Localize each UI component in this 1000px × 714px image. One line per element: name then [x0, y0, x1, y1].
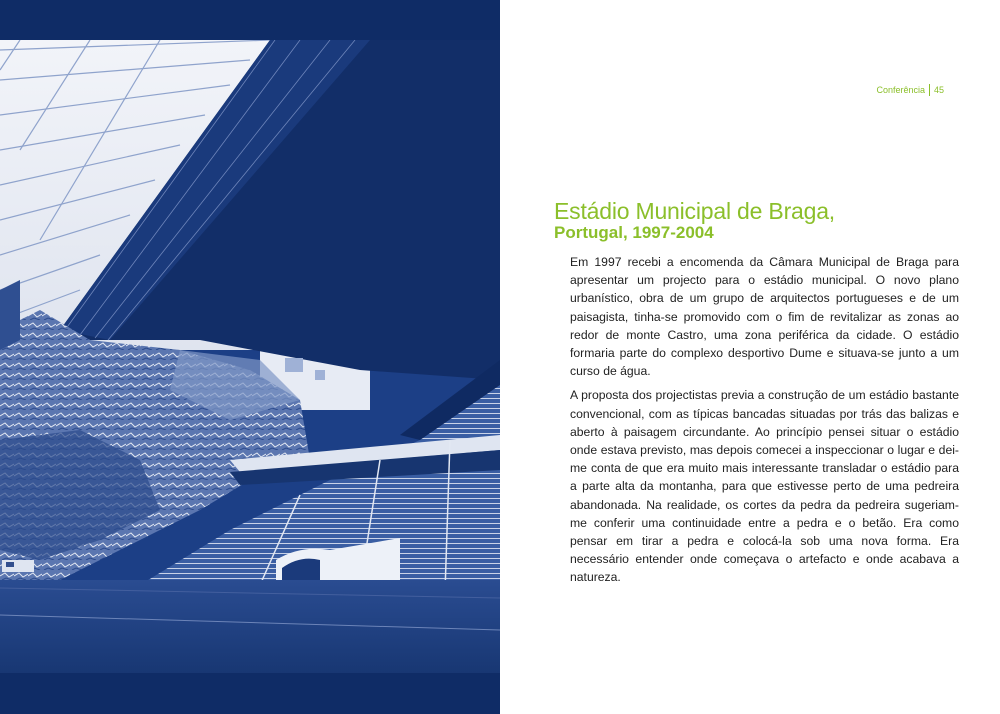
article-title: Estádio Municipal de Braga,	[554, 198, 835, 224]
right-page	[500, 0, 1000, 714]
stadium-photo-illustration	[0, 40, 500, 673]
paragraph-2: A proposta dos projectistas previa a construção de um estádio bastante convencional, com as típicas bancadas situadas por trás das balizas e aberto à paisagem circundante. Ao princípio pensei situar o estádio onde estava previsto, mas depois comecei a inspeccionar o lugar e dei-me conta de que era muito mais interessante transladar o estádio para a parte alta da montanha, para que estivesse perto de uma pedreira abandonada. Na realidade, os cortes da pedra da pedreira sugeriam-me conferir uma continuidade entre a pedra e o betão. Era como pensar em tirar a pedra e colocá-la sob uma nova forma. Era necessário entender onde começava o artefacto e onde acabava a natureza.	[570, 388, 959, 585]
stadium-photo	[0, 40, 500, 673]
article-body	[570, 253, 959, 593]
running-head-divider	[929, 84, 930, 96]
running-head-section: Conferência	[876, 85, 925, 95]
article-subtitle: Portugal, 1997-2004	[554, 223, 714, 242]
paragraph-1: Em 1997 recebi a encomenda da Câmara Municipal de Braga para apresentar um projecto para o estádio municipal. O novo plano urbanístico, obra de um grupo de arquitectos portugueses e de um paisagista, tinha-se promovido com o fim de revitalizar as zonas ao redor de monte Castro, uma zona periférica da cidade. O estádio formaria parte do complexo desportivo Dume e situava-se junto a um curso de água.	[570, 255, 959, 379]
page-number: 45	[933, 85, 944, 95]
running-head	[876, 84, 944, 96]
